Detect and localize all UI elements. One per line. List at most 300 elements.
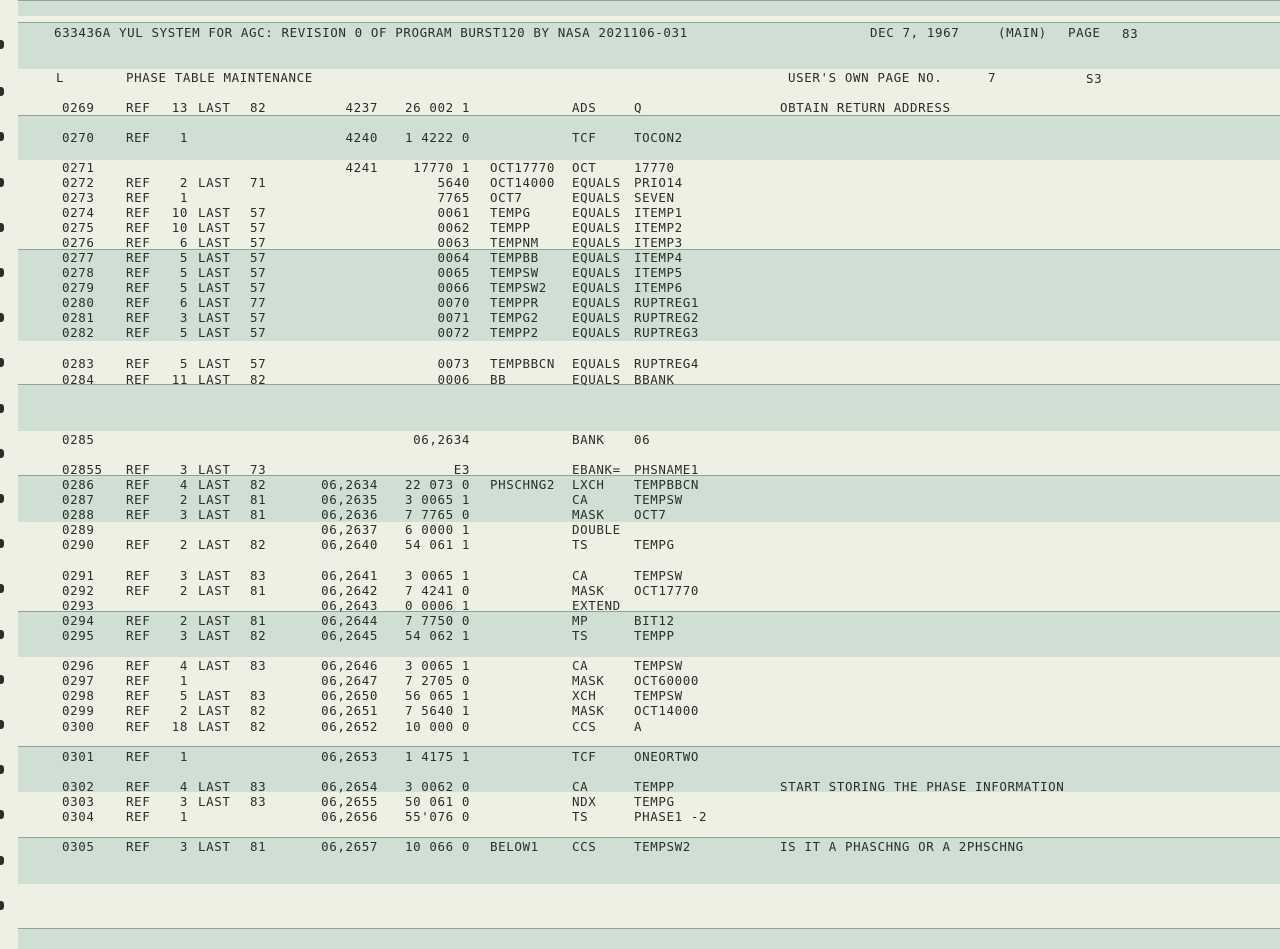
line-label: TEMPSW2 [490, 280, 547, 295]
line-word: 3 0065 1 [404, 568, 470, 583]
line-ref: REF [126, 356, 151, 371]
own-page-number: 7 [988, 70, 997, 85]
line-seq: 0286 [62, 477, 95, 492]
line-word: 1 4175 1 [404, 749, 470, 764]
line-seq: 0272 [62, 175, 95, 190]
line-seq: 0296 [62, 658, 95, 673]
line-last: LAST [198, 688, 231, 703]
line-ref: REF [126, 688, 151, 703]
line-op: EQUALS [572, 295, 621, 310]
line-op: EQUALS [572, 265, 621, 280]
line-cnt: 2 [179, 703, 188, 718]
line-ref: REF [126, 628, 151, 643]
line-pg: 57 [250, 280, 267, 295]
line-pg: 82 [250, 719, 267, 734]
line-last: LAST [198, 568, 231, 583]
line-last: LAST [198, 462, 231, 477]
line-pg: 83 [250, 688, 267, 703]
line-seq: 0297 [62, 673, 95, 688]
line-ref: REF [126, 537, 151, 552]
line-word: 54 061 1 [404, 537, 470, 552]
line-word: 1 4222 0 [404, 130, 470, 145]
line-operand: OCT7 [634, 507, 667, 522]
line-op: EQUALS [572, 175, 621, 190]
line-cnt: 18 [171, 719, 188, 734]
line-cnt: 3 [179, 507, 188, 522]
line-word: 5640 [437, 175, 470, 190]
feed-hole [0, 87, 4, 96]
line-ref: REF [126, 809, 151, 824]
line-seq: 0293 [62, 598, 95, 613]
line-seq: 0292 [62, 583, 95, 598]
line-pg: 81 [250, 507, 267, 522]
line-operand: BBANK [634, 372, 675, 387]
line-addr: 4240 [345, 130, 378, 145]
feed-hole [0, 494, 4, 503]
line-op: MP [572, 613, 589, 628]
line-cnt: 2 [179, 583, 188, 598]
line-ref: REF [126, 372, 151, 387]
line-operand: TEMPSW2 [634, 839, 691, 854]
feed-hole [0, 178, 4, 187]
line-seq: 0274 [62, 205, 95, 220]
line-label: TEMPNM [490, 235, 539, 250]
line-seq: 0303 [62, 794, 95, 809]
line-op: EQUALS [572, 205, 621, 220]
line-ref: REF [126, 130, 151, 145]
line-seq: 0301 [62, 749, 95, 764]
line-pg: 57 [250, 220, 267, 235]
line-comment: IS IT A PHASCHNG OR A 2PHSCHNG [780, 839, 1024, 854]
line-ref: REF [126, 280, 151, 295]
paper-band [18, 0, 1280, 16]
line-addr: 06,2650 [321, 688, 378, 703]
feed-hole [0, 720, 4, 729]
line-operand: OCT14000 [634, 703, 700, 718]
line-op: EQUALS [572, 190, 621, 205]
line-operand: RUPTREG3 [634, 325, 700, 340]
line-word: 7765 [437, 190, 470, 205]
line-word: 50 061 0 [404, 794, 470, 809]
line-cnt: 2 [179, 175, 188, 190]
line-label: TEMPG [490, 205, 531, 220]
line-addr: 06,2636 [321, 507, 378, 522]
line-label: TEMPP2 [490, 325, 539, 340]
line-op: BANK [572, 432, 605, 447]
line-cnt: 5 [179, 688, 188, 703]
line-op: CCS [572, 719, 597, 734]
line-word: 7 7765 0 [404, 507, 470, 522]
line-word: 0071 [437, 310, 470, 325]
line-pg: 82 [250, 537, 267, 552]
line-op: EQUALS [572, 356, 621, 371]
line-seq: 0269 [62, 100, 95, 115]
line-word: 54 062 1 [404, 628, 470, 643]
line-last: LAST [198, 235, 231, 250]
line-pg: 82 [250, 372, 267, 387]
line-last: LAST [198, 477, 231, 492]
line-operand: 17770 [634, 160, 675, 175]
line-op: TCF [572, 130, 597, 145]
line-addr: 4241 [345, 160, 378, 175]
line-pg: 57 [250, 250, 267, 265]
line-operand: A [634, 719, 643, 734]
line-addr: 06,2634 [321, 477, 378, 492]
line-operand: ITEMP5 [634, 265, 683, 280]
log-section-marker: L [56, 70, 65, 85]
listing-date: DEC 7, 1967 [870, 25, 960, 40]
line-word: 26 002 1 [404, 100, 470, 115]
line-cnt: 1 [179, 749, 188, 764]
line-ref: REF [126, 719, 151, 734]
listing-title: 633436A YUL SYSTEM FOR AGC: REVISION 0 OF PROGRAM BURST120 BY NASA 2021106-031 [54, 25, 688, 40]
line-word: 3 0065 1 [404, 658, 470, 673]
line-word: 0063 [437, 235, 470, 250]
line-op: TCF [572, 749, 597, 764]
line-seq: 0278 [62, 265, 95, 280]
line-addr: 06,2652 [321, 719, 378, 734]
line-last: LAST [198, 265, 231, 280]
line-seq: 0270 [62, 130, 95, 145]
line-cnt: 1 [179, 673, 188, 688]
feed-hole [0, 630, 4, 639]
line-ref: REF [126, 190, 151, 205]
line-operand: TEMPBBCN [634, 477, 700, 492]
line-word: 3 0065 1 [404, 492, 470, 507]
line-op: NDX [572, 794, 597, 809]
line-word: 0062 [437, 220, 470, 235]
line-ref: REF [126, 462, 151, 477]
line-label: TEMPG2 [490, 310, 539, 325]
line-seq: 0273 [62, 190, 95, 205]
feed-hole [0, 856, 4, 865]
line-operand: TOCON2 [634, 130, 683, 145]
line-pg: 83 [250, 568, 267, 583]
line-operand: TEMPSW [634, 568, 683, 583]
line-ref: REF [126, 265, 151, 280]
line-label: OCT14000 [490, 175, 556, 190]
line-word: 7 5640 1 [404, 703, 470, 718]
line-seq: 0277 [62, 250, 95, 265]
line-op: MASK [572, 703, 605, 718]
line-op: EXTEND [572, 598, 621, 613]
line-addr: 06,2646 [321, 658, 378, 673]
line-pg: 83 [250, 794, 267, 809]
line-operand: ITEMP2 [634, 220, 683, 235]
line-seq: 0298 [62, 688, 95, 703]
line-operand: Q [634, 100, 643, 115]
feed-hole [0, 449, 4, 458]
line-addr: 06,2656 [321, 809, 378, 824]
line-pg: 57 [250, 235, 267, 250]
line-addr: 06,2647 [321, 673, 378, 688]
line-op: TS [572, 628, 589, 643]
line-cnt: 10 [171, 220, 188, 235]
line-pg: 81 [250, 613, 267, 628]
listing-section: (MAIN) [998, 25, 1047, 40]
line-seq: 0300 [62, 719, 95, 734]
line-label: TEMPBBCN [490, 356, 556, 371]
line-cnt: 3 [179, 310, 188, 325]
line-operand: TEMPG [634, 537, 675, 552]
line-last: LAST [198, 356, 231, 371]
line-label: OCT7 [490, 190, 523, 205]
line-ref: REF [126, 100, 151, 115]
line-operand: TEMPSW [634, 492, 683, 507]
line-ref: REF [126, 568, 151, 583]
line-addr: 06,2641 [321, 568, 378, 583]
line-word: 56 065 1 [404, 688, 470, 703]
line-word: 0064 [437, 250, 470, 265]
line-operand: TEMPSW [634, 658, 683, 673]
line-word: 55'076 0 [404, 809, 470, 824]
line-last: LAST [198, 794, 231, 809]
line-comment: OBTAIN RETURN ADDRESS [780, 100, 951, 115]
line-word: 7 4241 0 [404, 583, 470, 598]
line-op: CA [572, 658, 589, 673]
line-ref: REF [126, 658, 151, 673]
feed-hole [0, 40, 4, 49]
line-cnt: 2 [179, 613, 188, 628]
line-label: TEMPBB [490, 250, 539, 265]
line-operand: TEMPP [634, 628, 675, 643]
line-op: DOUBLE [572, 522, 621, 537]
line-op: EQUALS [572, 220, 621, 235]
line-seq: 0294 [62, 613, 95, 628]
line-op: MASK [572, 507, 605, 522]
line-cnt: 3 [179, 794, 188, 809]
line-seq: 0285 [62, 432, 95, 447]
line-operand: PHSNAME1 [634, 462, 700, 477]
line-word: 0066 [437, 280, 470, 295]
line-op: ADS [572, 100, 597, 115]
feed-hole [0, 358, 4, 367]
own-page-label: USER'S OWN PAGE NO. [788, 70, 943, 85]
feed-hole [0, 223, 4, 232]
line-ref: REF [126, 673, 151, 688]
tractor-feed-holes [0, 0, 14, 948]
page-label: PAGE [1068, 25, 1101, 40]
line-last: LAST [198, 703, 231, 718]
line-operand: OCT60000 [634, 673, 700, 688]
log-section-title: PHASE TABLE MAINTENANCE [126, 70, 313, 85]
line-ref: REF [126, 295, 151, 310]
line-seq: 0295 [62, 628, 95, 643]
line-ref: REF [126, 235, 151, 250]
line-cnt: 3 [179, 628, 188, 643]
line-seq: 0289 [62, 522, 95, 537]
line-seq: 0304 [62, 809, 95, 824]
line-addr: 06,2643 [321, 598, 378, 613]
line-operand: SEVEN [634, 190, 675, 205]
line-last: LAST [198, 719, 231, 734]
line-last: LAST [198, 613, 231, 628]
line-cnt: 2 [179, 492, 188, 507]
line-label: TEMPPR [490, 295, 539, 310]
feed-hole [0, 132, 4, 141]
line-word: 3 0062 0 [404, 779, 470, 794]
line-last: LAST [198, 100, 231, 115]
line-word: 0006 [437, 372, 470, 387]
line-operand: ITEMP6 [634, 280, 683, 295]
line-op: TS [572, 809, 589, 824]
line-last: LAST [198, 250, 231, 265]
line-cnt: 3 [179, 568, 188, 583]
line-operand: PRIO14 [634, 175, 683, 190]
line-pg: 57 [250, 310, 267, 325]
line-last: LAST [198, 220, 231, 235]
line-last: LAST [198, 310, 231, 325]
line-ref: REF [126, 839, 151, 854]
line-ref: REF [126, 794, 151, 809]
line-last: LAST [198, 507, 231, 522]
line-word: 0 0006 1 [404, 598, 470, 613]
feed-hole [0, 539, 4, 548]
line-pg: 81 [250, 839, 267, 854]
line-operand: BIT12 [634, 613, 675, 628]
line-pg: 83 [250, 779, 267, 794]
line-op: CA [572, 568, 589, 583]
line-addr: 06,2640 [321, 537, 378, 552]
line-word: 0072 [437, 325, 470, 340]
line-op: LXCH [572, 477, 605, 492]
line-label: BELOW1 [490, 839, 539, 854]
line-pg: 82 [250, 477, 267, 492]
line-word: 10 066 0 [404, 839, 470, 854]
line-operand: TEMPG [634, 794, 675, 809]
line-operand: OCT17770 [634, 583, 700, 598]
line-operand: PHASE1 -2 [634, 809, 708, 824]
line-operand: ITEMP3 [634, 235, 683, 250]
line-cnt: 1 [179, 809, 188, 824]
line-word: 6 0000 1 [404, 522, 470, 537]
line-op: MASK [572, 583, 605, 598]
line-seq: 0279 [62, 280, 95, 295]
line-addr: 06,2653 [321, 749, 378, 764]
line-last: LAST [198, 175, 231, 190]
line-operand: ITEMP1 [634, 205, 683, 220]
feed-hole [0, 404, 4, 413]
line-word: 0070 [437, 295, 470, 310]
line-operand: ITEMP4 [634, 250, 683, 265]
line-seq: 0305 [62, 839, 95, 854]
line-operand: ONEORTWO [634, 749, 700, 764]
line-op: EQUALS [572, 280, 621, 295]
feed-hole [0, 268, 4, 277]
line-pg: 77 [250, 295, 267, 310]
line-cnt: 6 [179, 235, 188, 250]
line-pg: 57 [250, 265, 267, 280]
line-word: E3 [453, 462, 470, 477]
line-cnt: 4 [179, 779, 188, 794]
line-addr: 06,2651 [321, 703, 378, 718]
line-last: LAST [198, 492, 231, 507]
line-ref: REF [126, 749, 151, 764]
line-operand: RUPTREG4 [634, 356, 700, 371]
line-ref: REF [126, 583, 151, 598]
line-cnt: 1 [179, 130, 188, 145]
line-seq: 0284 [62, 372, 95, 387]
line-addr: 06,2645 [321, 628, 378, 643]
line-last: LAST [198, 583, 231, 598]
line-pg: 57 [250, 356, 267, 371]
line-op: CCS [572, 839, 597, 854]
line-pg: 81 [250, 583, 267, 598]
line-op: EQUALS [572, 250, 621, 265]
line-pg: 57 [250, 205, 267, 220]
line-addr: 06,2657 [321, 839, 378, 854]
line-last: LAST [198, 779, 231, 794]
line-pg: 81 [250, 492, 267, 507]
line-op: EQUALS [572, 372, 621, 387]
line-addr: 06,2642 [321, 583, 378, 598]
line-ref: REF [126, 492, 151, 507]
line-seq: 0290 [62, 537, 95, 552]
line-seq: 0275 [62, 220, 95, 235]
line-cnt: 11 [171, 372, 188, 387]
line-cnt: 5 [179, 265, 188, 280]
line-pg: 82 [250, 703, 267, 718]
line-addr: 06,2644 [321, 613, 378, 628]
line-ref: REF [126, 507, 151, 522]
line-cnt: 10 [171, 205, 188, 220]
feed-hole [0, 810, 4, 819]
line-cnt: 2 [179, 537, 188, 552]
line-ref: REF [126, 703, 151, 718]
line-word: 7 2705 0 [404, 673, 470, 688]
paper-band [18, 928, 1280, 949]
line-addr: 4237 [345, 100, 378, 115]
line-addr: 06,2655 [321, 794, 378, 809]
line-seq: 0282 [62, 325, 95, 340]
line-addr: 06,2635 [321, 492, 378, 507]
line-word: 17770 1 [413, 160, 470, 175]
line-pg: 57 [250, 325, 267, 340]
line-ref: REF [126, 477, 151, 492]
line-cnt: 3 [179, 839, 188, 854]
section-code: S3 [1086, 71, 1103, 86]
line-ref: REF [126, 779, 151, 794]
line-label: TEMPP [490, 220, 531, 235]
line-label: BB [490, 372, 507, 387]
feed-hole [0, 765, 4, 774]
line-word: 06,2634 [413, 432, 470, 447]
line-pg: 82 [250, 100, 267, 115]
line-seq: 0299 [62, 703, 95, 718]
line-last: LAST [198, 537, 231, 552]
line-operand: 06 [634, 432, 651, 447]
line-op: CA [572, 779, 589, 794]
line-word: 0065 [437, 265, 470, 280]
line-op: OCT [572, 160, 597, 175]
line-op: MASK [572, 673, 605, 688]
line-seq: 0287 [62, 492, 95, 507]
line-pg: 83 [250, 658, 267, 673]
line-op: XCH [572, 688, 597, 703]
line-last: LAST [198, 628, 231, 643]
paper-band [18, 384, 1280, 431]
line-pg: 82 [250, 628, 267, 643]
line-cnt: 6 [179, 295, 188, 310]
line-word: 22 073 0 [404, 477, 470, 492]
line-operand: TEMPP [634, 779, 675, 794]
feed-hole [0, 675, 4, 684]
line-op: EQUALS [572, 235, 621, 250]
page-number: 83 [1122, 26, 1139, 41]
line-label: TEMPSW [490, 265, 539, 280]
line-word: 7 7750 0 [404, 613, 470, 628]
line-cnt: 5 [179, 325, 188, 340]
